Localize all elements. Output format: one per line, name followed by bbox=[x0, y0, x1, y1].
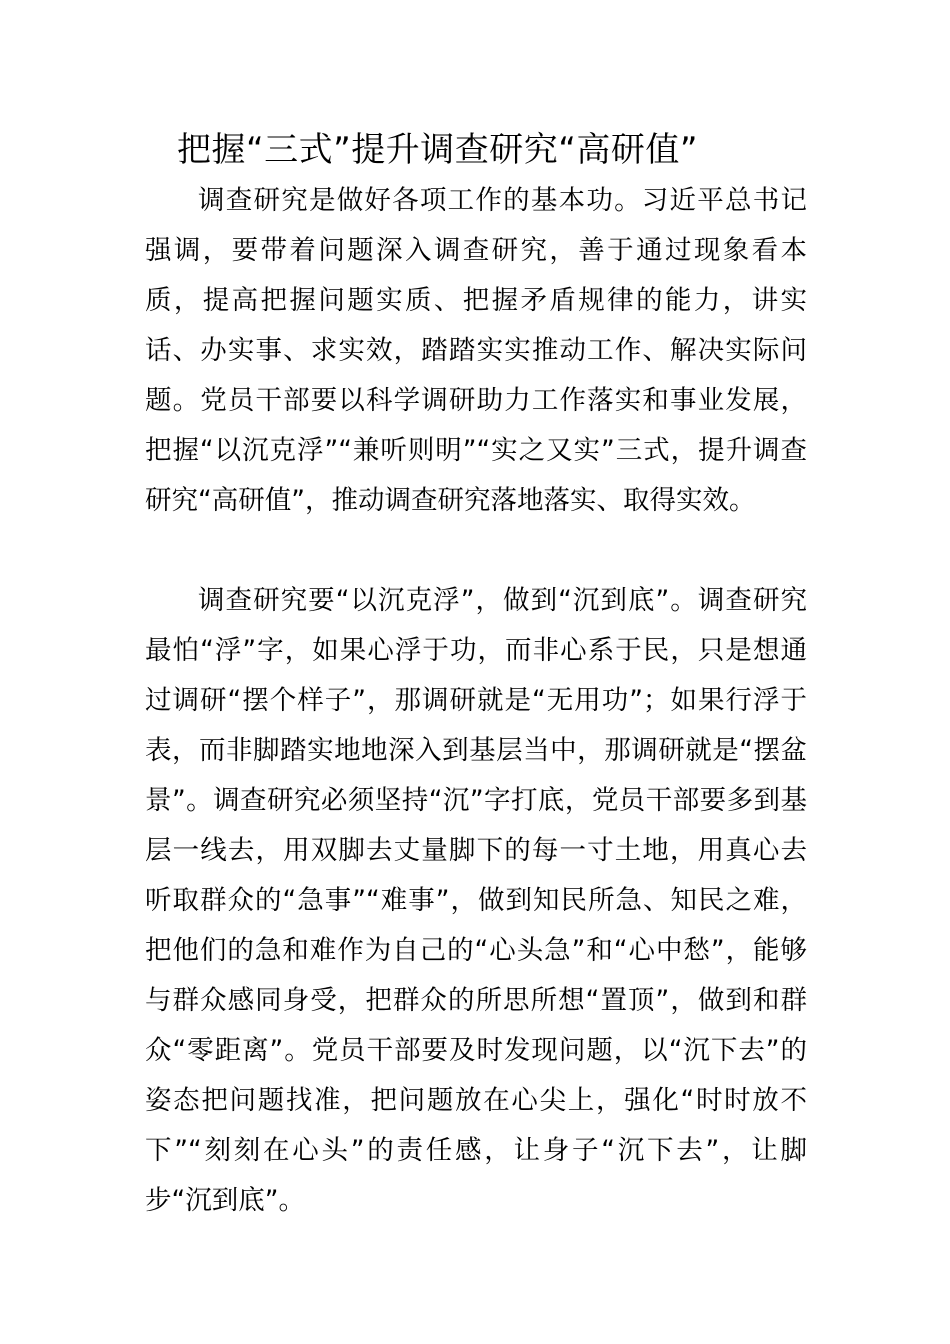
document-title: 把握“三式”提升调查研究“高研值” bbox=[177, 130, 698, 170]
paragraph-spacer bbox=[145, 526, 807, 576]
paragraph-intro: 调查研究是做好各项工作的基本功。习近平总书记强调，要带着问题深入调查研究，善于通过现象看本质，提高把握问题实质、把握矛盾规律的能力，讲实话、办实事、求实效，踏踏实实推动工作、解决实际问题。党员干部要以科学调研助力工作落实和事业发展，把握“以沉克浮”“兼听则明”“实之又实”三式，提升调查研究“高研值”，推动调查研究落地落实、取得实效。 bbox=[145, 185, 807, 516]
document-page bbox=[145, 124, 807, 1226]
paragraph-section-1: 调查研究要“以沉克浮”，做到“沉到底”。调查研究最怕“浮”字，如果心浮于功，而非心系于民，只是想通过调研“摆个样子”，那调研就是“无用功”；如果行浮于表，而非脚踏实地地深入到基层当中，那调研就是“摆盆景”。调查研究必须坚持“沉”字打底，党员干部要多到基层一线去，用双脚去丈量脚下的每一寸土地，用真心去听取群众的“急事”“难事”，做到知民所急、知民之难，把他们的急和难作为自己的“心头急”和“心中愁”，能够与群众感同身受，把群众的所思所想“置顶”，做到和群众“零距离”。党员干部要及时发现问题，以“沉下去”的姿态把问题找准，把问题放在心尖上，强化“时时放不下”“刻刻在心头”的责任感，让身子“沉下去”，让脚步“沉到底”。 bbox=[145, 585, 807, 1216]
